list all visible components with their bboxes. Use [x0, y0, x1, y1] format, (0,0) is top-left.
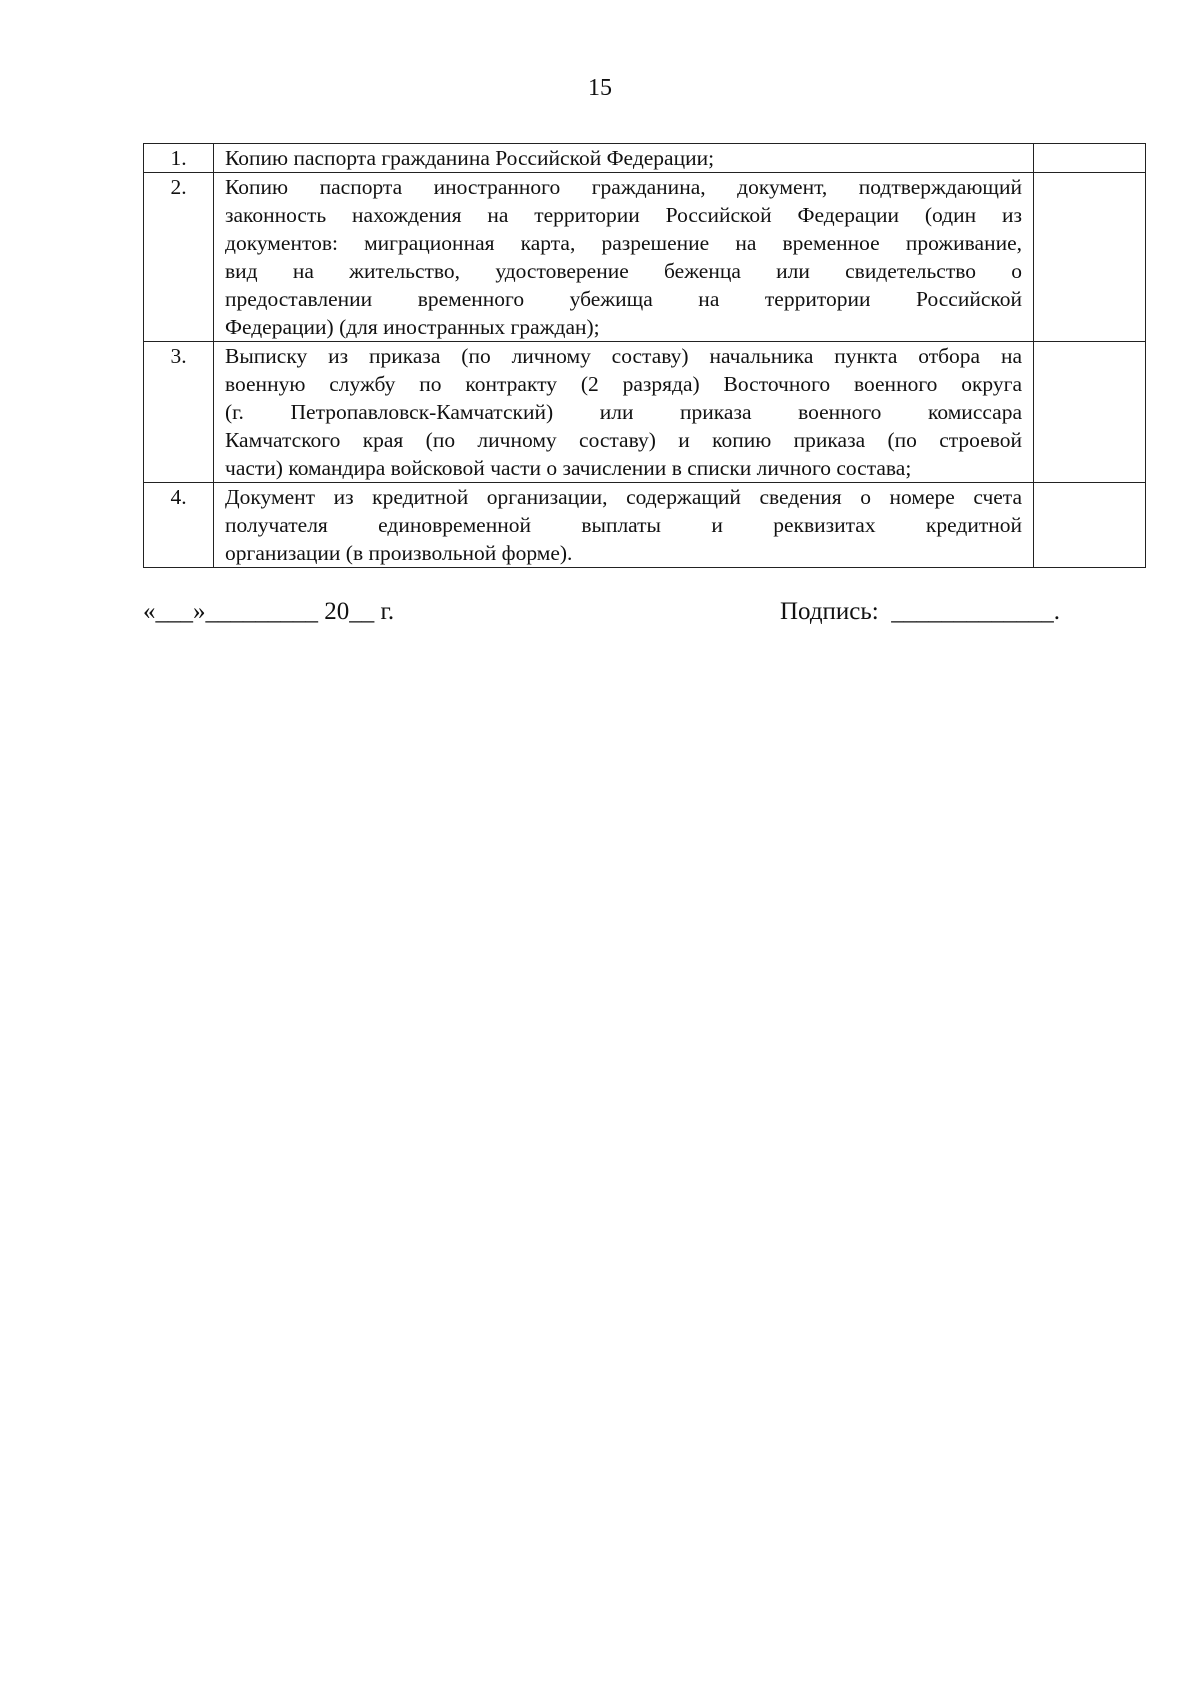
row-mark-cell[interactable] — [1034, 483, 1146, 568]
row-text-line: документов: миграционная карта, разрешение на временное проживание, — [225, 231, 1022, 255]
row-text — [214, 483, 1034, 568]
row-mark-cell[interactable] — [1034, 144, 1146, 173]
row-text — [214, 173, 1034, 342]
table-row — [144, 144, 1146, 173]
row-number: 3. — [144, 342, 214, 483]
row-mark-cell[interactable] — [1034, 342, 1146, 483]
row-text-line: Копию паспорта иностранного гражданина, документ, подтверждающий — [225, 175, 1022, 199]
page-number: 15 — [588, 75, 612, 101]
row-text-line: получателя единовременной выплаты и реквизитах кредитной — [225, 513, 1022, 537]
row-text-line: Федерации) (для иностранных граждан); — [225, 315, 600, 339]
row-text-line: Копию паспорта гражданина Российской Федерации; — [225, 146, 715, 170]
row-text-line: предоставлении временного убежища на территории Российской — [225, 287, 1022, 311]
table-row — [144, 483, 1146, 568]
signature-field[interactable]: Подпись: _____________. — [780, 598, 1061, 625]
row-number: 2. — [144, 173, 214, 342]
row-text-line: военную службу по контракту (2 разряда) Восточного военного округа — [225, 372, 1022, 396]
row-text — [214, 342, 1034, 483]
row-text — [214, 144, 1034, 173]
row-text-line: Выписку из приказа (по личному составу) начальника пункта отбора на — [225, 344, 1022, 368]
row-text-line: части) командира войсковой части о зачислении в списки личного состава; — [225, 456, 912, 480]
row-text-line: (г. Петропавловск-Камчатский) или приказа военного комиссара — [225, 400, 1022, 424]
row-text-line: законность нахождения на территории Российской Федерации (один из — [225, 203, 1022, 227]
date-field[interactable]: «___»_________ 20__ г. — [143, 598, 395, 625]
row-number: 1. — [144, 144, 214, 173]
row-text-line: Документ из кредитной организации, содержащий сведения о номере счета — [225, 485, 1022, 509]
row-text-line: Камчатского края (по личному составу) и копию приказа (по строевой — [225, 428, 1022, 452]
table-row — [144, 342, 1146, 483]
row-text-line: вид на жительство, удостоверение беженца или свидетельство о — [225, 259, 1022, 283]
row-number: 4. — [144, 483, 214, 568]
row-mark-cell[interactable] — [1034, 173, 1146, 342]
documents-table — [143, 143, 1146, 568]
row-text-line: организации (в произвольной форме). — [225, 541, 573, 565]
table-row — [144, 173, 1146, 342]
